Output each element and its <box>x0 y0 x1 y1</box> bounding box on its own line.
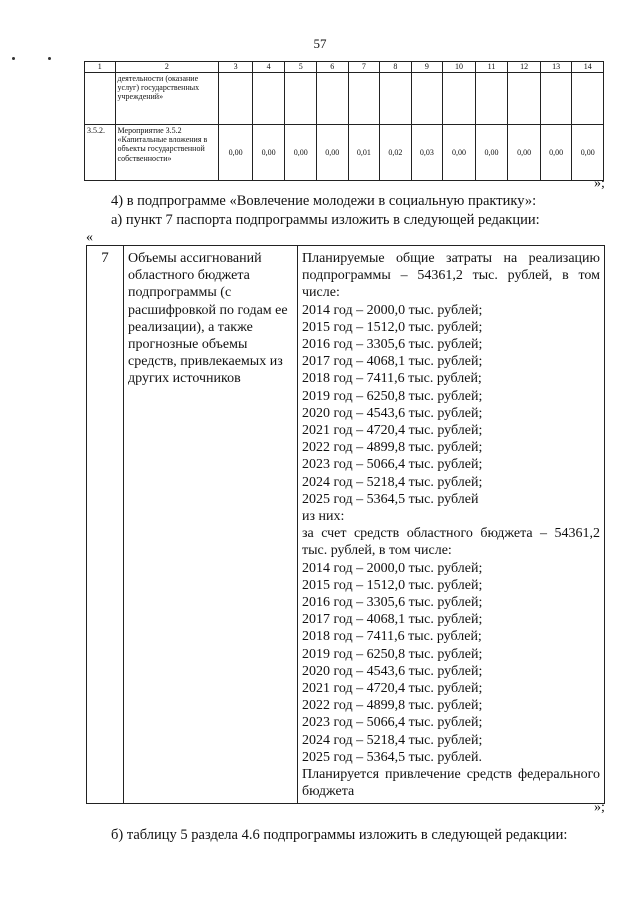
header-cell: 6 <box>317 62 349 73</box>
value-cell: 0,03 <box>411 125 443 181</box>
value-cell: 0,00 <box>443 125 476 181</box>
value-cell: 0,01 <box>348 125 380 181</box>
row-number <box>85 73 116 125</box>
header-cell: 2 <box>115 62 219 73</box>
header-cell: 12 <box>508 62 541 73</box>
year-line: 2022 год – 4899,8 тыс. рублей; <box>302 440 483 456</box>
year-line: 2018 год – 7411,6 тыс. рублей; <box>302 371 482 387</box>
row-text: деятельности (оказание услуг) государственных учреждений» <box>115 73 219 125</box>
of-them-label: из них: <box>302 509 345 525</box>
passport-table <box>86 245 605 804</box>
year-line: 2020 год – 4543,6 тыс. рублей; <box>302 663 483 679</box>
header-cell: 13 <box>540 62 572 73</box>
value-cell: 0,00 <box>285 125 317 181</box>
value-cell: 0,00 <box>475 125 508 181</box>
year-line: 2024 год – 5218,4 тыс. рублей; <box>302 474 483 490</box>
scan-dot <box>48 57 51 60</box>
year-line: 2014 год – 2000,0 тыс. рублей; <box>302 560 483 576</box>
year-line: 2014 год – 2000,0 тыс. рублей; <box>302 302 483 318</box>
year-line: 2021 год – 4720,4 тыс. рублей; <box>302 423 483 439</box>
year-line: 2025 год – 5364,5 тыс. рублей. <box>302 749 482 765</box>
header-cell: 5 <box>285 62 317 73</box>
header-cell: 3 <box>219 62 253 73</box>
header-cell: 11 <box>475 62 508 73</box>
value-cell: 0,00 <box>540 125 572 181</box>
year-line: 2020 год – 4543,6 тыс. рублей; <box>302 405 483 421</box>
item-b-text: б) таблицу 5 раздела 4.6 подпрограммы изложить в следующей редакции: <box>111 827 568 843</box>
federal-note: Планируется привлечение средств федерального бюджета <box>302 767 600 800</box>
closing-quote: »; <box>594 800 605 815</box>
table-row <box>85 125 604 181</box>
year-line: 2022 год – 4899,8 тыс. рублей; <box>302 698 483 714</box>
header-cell: 7 <box>348 62 380 73</box>
year-line: 2017 год – 4068,1 тыс. рублей; <box>302 354 483 370</box>
header-cell: 10 <box>443 62 476 73</box>
budget-table <box>84 61 604 181</box>
header-cell: 14 <box>572 62 604 73</box>
passport-row <box>87 246 605 804</box>
year-line: 2023 год – 5066,4 тыс. рублей; <box>302 715 483 731</box>
year-line: 2017 год – 4068,1 тыс. рублей; <box>302 612 483 628</box>
row-text: Мероприятие 3.5.2 «Капитальные вложения в объекты государственной собственности» <box>115 125 219 181</box>
passport-row-content <box>298 246 605 804</box>
year-line: 2019 год – 6250,8 тыс. рублей; <box>302 646 483 662</box>
header-cell: 9 <box>411 62 443 73</box>
value-cell: 0,00 <box>572 125 604 181</box>
year-line: 2025 год – 5364,5 тыс. рублей <box>302 491 479 507</box>
closing-quote: »; <box>594 176 605 191</box>
yearly-regional-list <box>302 560 600 766</box>
year-line: 2023 год – 5066,4 тыс. рублей; <box>302 457 483 473</box>
year-line: 2019 год – 6250,8 тыс. рублей; <box>302 388 483 404</box>
year-line: 2015 год – 1512,0 тыс. рублей; <box>302 577 483 593</box>
item-a-text: а) пункт 7 паспорта подпрограммы изложить в следующей редакции: <box>111 212 540 228</box>
item-4-text: 4) в подпрограмме «Вовлечение молодежи в социальную практику»: <box>111 193 537 209</box>
header-cell: 8 <box>380 62 412 73</box>
header-cell: 4 <box>252 62 285 73</box>
row-number: 3.5.2. <box>85 125 116 181</box>
opening-quote: « <box>86 230 93 245</box>
passport-row-number: 7 <box>87 246 124 804</box>
year-line: 2016 год – 3305,6 тыс. рублей; <box>302 595 483 611</box>
funding-intro: Планируемые общие затраты на реализацию подпрограммы – 54361,2 тыс. рублей, в том числе: <box>302 251 600 301</box>
value-cell: 0,00 <box>508 125 541 181</box>
year-line: 2016 год – 3305,6 тыс. рублей; <box>302 337 483 353</box>
value-cell: 0,02 <box>380 125 412 181</box>
regional-budget-intro: за счет средств областного бюджета – 54361,2 тыс. рублей, в том числе: <box>302 526 600 559</box>
table-header-row <box>85 62 604 73</box>
page-number: 57 <box>313 36 327 51</box>
passport-row-label: Объемы ассигнований областного бюджета подпрограммы (с расшифровкой по годам ее реализации), а также прогнозные объемы средств, привлекаемых из других источников <box>124 246 298 804</box>
value-cell: 0,00 <box>219 125 253 181</box>
year-line: 2021 год – 4720,4 тыс. рублей; <box>302 681 483 697</box>
table-row <box>85 73 604 125</box>
year-line: 2015 год – 1512,0 тыс. рублей; <box>302 319 483 335</box>
header-cell: 1 <box>85 62 116 73</box>
year-line: 2024 год – 5218,4 тыс. рублей; <box>302 732 483 748</box>
value-cell: 0,00 <box>317 125 349 181</box>
year-line: 2018 год – 7411,6 тыс. рублей; <box>302 629 482 645</box>
scan-dot <box>12 57 15 60</box>
value-cell: 0,00 <box>252 125 285 181</box>
yearly-total-list <box>302 302 600 508</box>
